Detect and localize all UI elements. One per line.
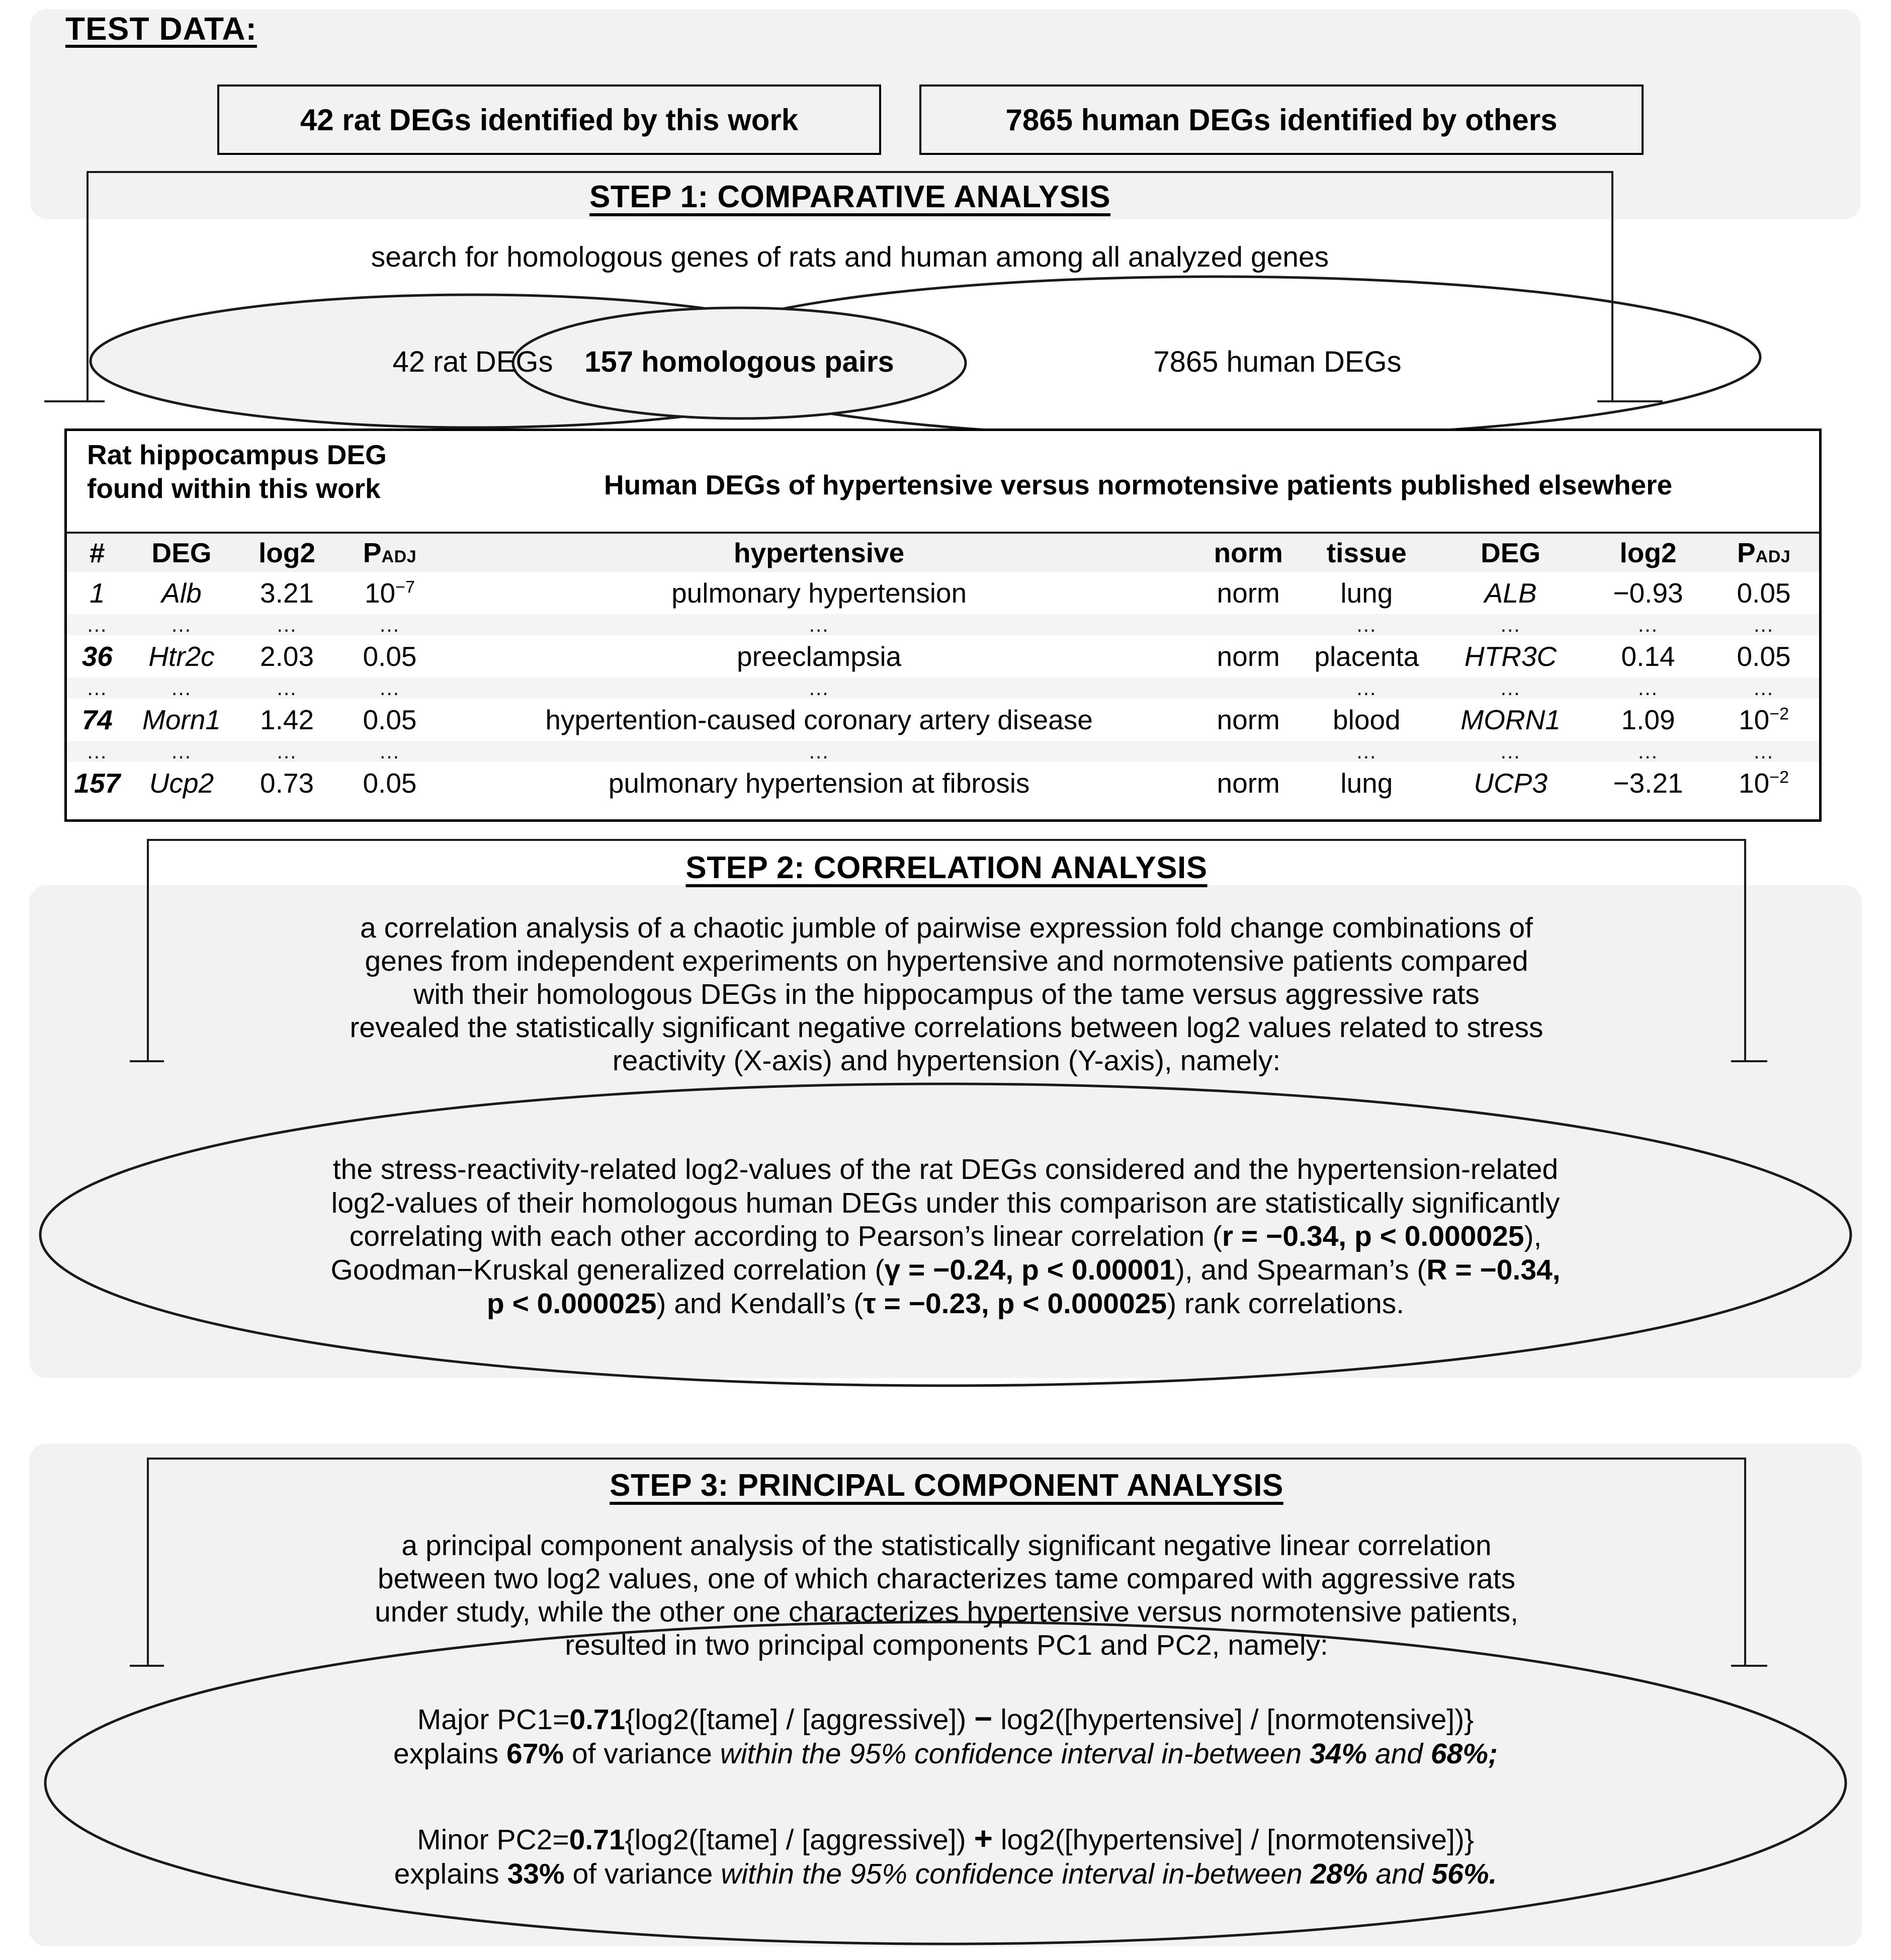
pc1-variance	[141, 1737, 1750, 1771]
col-human-padj	[1708, 533, 1819, 572]
table-row[interactable]	[67, 572, 1819, 614]
spearman-prefix: ), and Spearman’s (	[1175, 1254, 1427, 1287]
pc1-block	[141, 1701, 1750, 1771]
cell-rat-padj: 0.05	[363, 704, 417, 735]
venn-label-human: 7865 human DEGs	[1153, 346, 1402, 378]
pc1-expr-b: log2([hypertensive] / [normotensive])}	[1000, 1703, 1474, 1736]
table-ellipsis-cell: …	[338, 677, 441, 699]
cell-human-deg: ALB	[1484, 577, 1537, 609]
cell-norm: norm	[1217, 577, 1280, 609]
cell-human-padj: $10^{-2}$	[1739, 768, 1789, 799]
col-norm: norm	[1197, 533, 1300, 572]
table-header-left-line1: Rat hippocampus DEG	[87, 439, 387, 470]
step3-description	[147, 1529, 1746, 1662]
pc1-variance-value: 67%	[506, 1738, 564, 1770]
step3-desc-line2: between two log2 values, one of which characterizes tame compared with aggressive rats	[377, 1563, 1516, 1595]
cell-num: 36	[81, 641, 113, 672]
cell-hypertensive: preeclampsia	[737, 641, 902, 672]
table-ellipsis-cell: …	[235, 741, 338, 762]
pc2-ci-high: 56%.	[1431, 1857, 1497, 1890]
col-rat-deg: DEG	[128, 533, 236, 572]
table-ellipsis-cell: …	[235, 614, 338, 635]
pc1-explain-pre: explains	[393, 1738, 507, 1770]
step1-bracket-foot-right	[1597, 400, 1663, 402]
table-ellipsis-cell: …	[441, 614, 1197, 635]
comparative-table	[64, 429, 1822, 822]
cell-rat-deg: Alb	[161, 577, 202, 609]
table-ellipsis-cell: …	[338, 741, 441, 762]
pc1-coefficient: 0.71	[569, 1703, 626, 1736]
cell-human-log2: 0.14	[1621, 641, 1675, 672]
table-ellipsis-cell: …	[1708, 677, 1819, 699]
input-box-rat-degs[interactable]: 42 rat DEGs identified by this work	[217, 84, 881, 155]
deg-table	[67, 532, 1819, 804]
col-human-deg: DEG	[1433, 533, 1588, 572]
step2-result-line3	[141, 1220, 1750, 1253]
pc2-ci-low: 28%	[1310, 1857, 1368, 1890]
table-ellipsis-cell: …	[441, 677, 1197, 699]
pc2-explain-pre: explains	[394, 1857, 507, 1890]
step3-result-ellipse	[45, 1622, 1846, 1944]
step1-bracket-foot-left	[44, 400, 105, 402]
venn-label-rat: 42 rat DEGs	[392, 346, 553, 378]
table-ellipsis-cell: …	[1588, 741, 1708, 762]
step2-desc-line2: genes from independent experiments on hypertensive and normotensive patients compared	[365, 945, 1528, 978]
table-ellipsis-cell: …	[1588, 677, 1708, 699]
kendall-stat: τ = −0.23, p < 0.000025	[863, 1287, 1167, 1320]
table-ellipsis-cell: …	[128, 677, 236, 699]
cell-hypertensive: pulmonary hypertension at fibrosis	[608, 768, 1030, 799]
cell-num: 74	[81, 704, 113, 735]
cell-tissue: placenta	[1314, 641, 1419, 672]
spearman-stat: R = −0.34,	[1426, 1254, 1561, 1287]
col-hypertensive: hypertensive	[441, 533, 1197, 572]
step3-bracket-foot-left	[130, 1665, 164, 1667]
cell-human-log2: 1.09	[1621, 704, 1675, 735]
table-ellipsis-row	[67, 741, 1819, 762]
cell-rat-log2: 0.73	[260, 768, 314, 799]
venn-label-homologous-pairs: 157 homologous pairs	[584, 346, 894, 378]
pc2-variance	[141, 1857, 1750, 1891]
page-title: TEST DATA:	[65, 11, 257, 47]
pearson-stat: r = −0.34, p < 0.000025	[1222, 1220, 1524, 1253]
cell-num: 157	[74, 768, 121, 799]
pc2-explain-mid: of variance	[564, 1857, 721, 1890]
cell-human-padj: 0.05	[1737, 641, 1791, 672]
pc1-ci-pre: within the 95% confidence interval in-between	[720, 1738, 1310, 1770]
step2-description	[147, 911, 1746, 1078]
pc1-operator: −	[974, 1701, 993, 1736]
table-header-left	[87, 438, 469, 505]
col-human-padj-sub: ADJ	[1755, 547, 1791, 566]
table-ellipsis-cell: …	[67, 677, 128, 699]
step2-desc-line5: reactivity (X-axis) and hypertension (Y-axis), namely:	[612, 1045, 1281, 1077]
col-rat-padj	[338, 533, 441, 572]
pc2-formula	[141, 1820, 1750, 1857]
deg-table-body	[67, 572, 1819, 804]
table-ellipsis-cell: …	[128, 741, 236, 762]
step1-title: STEP 1: COMPARATIVE ANALYSIS	[589, 180, 1111, 214]
cell-norm: norm	[1217, 768, 1280, 799]
table-row[interactable]	[67, 762, 1819, 804]
step2-title: STEP 2: CORRELATION ANALYSIS	[685, 850, 1208, 885]
cell-rat-deg: Htr2c	[148, 641, 215, 672]
pc1-explain-mid: of variance	[564, 1738, 720, 1770]
table-ellipsis-cell: …	[1300, 677, 1433, 699]
table-header-right: Human DEGs of hypertensive versus normotensive patients published elsewhere	[604, 469, 1673, 500]
pc1-ci-and: and	[1367, 1738, 1431, 1770]
cell-human-padj: 0.05	[1737, 577, 1791, 609]
pc1-prefix: Major PC1=	[417, 1703, 570, 1736]
cell-rat-deg: Morn1	[142, 704, 221, 735]
pc2-ci-pre: within the 95% confidence interval in-between	[721, 1857, 1311, 1890]
step3-bracket-foot-right	[1731, 1665, 1767, 1667]
table-ellipsis-cell: …	[1433, 677, 1588, 699]
cell-human-padj: $10^{-2}$	[1739, 704, 1789, 735]
cell-human-deg: UCP3	[1474, 768, 1548, 799]
table-ellipsis-cell: …	[67, 741, 128, 762]
cell-rat-deg: Ucp2	[149, 768, 214, 799]
spearman-pvalue: p < 0.000025	[486, 1287, 657, 1320]
step3-desc-line1: a principal component analysis of the statistically significant negative linear correlation	[401, 1529, 1492, 1562]
step2-desc-line3: with their homologous DEGs in the hippocampus of the tame versus aggressive rats	[413, 978, 1480, 1011]
col-rat-padj-sub: ADJ	[381, 547, 417, 566]
pc2-ci-and: and	[1367, 1857, 1432, 1890]
cell-human-log2: −3.21	[1613, 768, 1683, 799]
cell-rat-log2: 2.03	[260, 641, 314, 672]
pc1-formula	[141, 1701, 1750, 1737]
col-num: #	[67, 533, 128, 572]
table-ellipsis-cell: …	[338, 614, 441, 635]
table-column-header-row	[67, 533, 1819, 572]
step2-result-text	[141, 1153, 1750, 1320]
cell-tissue: lung	[1340, 768, 1393, 799]
table-ellipsis-cell	[1197, 614, 1300, 635]
pearson-suffix: ),	[1524, 1220, 1542, 1253]
table-ellipsis-cell: …	[1708, 741, 1819, 762]
table-ellipsis-row	[67, 677, 1819, 699]
step3-desc-line3: under study, while the other one characterizes hypertensive versus normotensive patients,	[375, 1596, 1518, 1629]
col-rat-log2: log2	[235, 533, 338, 572]
step2-result-line4	[141, 1253, 1750, 1287]
step2-result-line2: log2-values of their homologous human DEGs under this comparison are statistically significantly	[331, 1186, 1560, 1219]
table-ellipsis-cell	[1197, 677, 1300, 699]
col-tissue: tissue	[1300, 533, 1433, 572]
cell-human-deg: MORN1	[1460, 704, 1561, 735]
table-ellipsis-cell: …	[235, 677, 338, 699]
kendall-suffix: ) rank correlations.	[1167, 1287, 1405, 1320]
col-rat-padj-p: P	[363, 537, 382, 568]
step2-result-line5	[141, 1287, 1750, 1321]
cell-norm: norm	[1217, 704, 1280, 735]
table-row[interactable]	[67, 635, 1819, 677]
table-header-left-line2: found within this work	[87, 473, 381, 504]
table-ellipsis-cell: …	[1708, 614, 1819, 635]
table-row[interactable]	[67, 699, 1819, 741]
pc2-expr-b: log2([hypertensive] / [normotensive])}	[1000, 1824, 1474, 1856]
pc2-operator: +	[974, 1820, 993, 1856]
step2-desc-line4: revealed the statistically significant negative correlations between log2 values related to stress	[350, 1011, 1543, 1044]
pc2-block	[141, 1820, 1750, 1891]
cell-num: 1	[90, 577, 105, 609]
kendall-prefix: ) and Kendall’s (	[656, 1287, 864, 1320]
pc2-variance-value: 33%	[507, 1857, 565, 1890]
pc1-ci-low: 34%	[1309, 1738, 1367, 1770]
cell-rat-padj: 0.05	[363, 641, 417, 672]
table-ellipsis-cell: …	[1588, 614, 1708, 635]
cell-hypertensive: pulmonary hypertension	[671, 577, 967, 609]
table-ellipsis-cell: …	[441, 741, 1197, 762]
cell-rat-padj: 0.05	[363, 768, 417, 799]
input-box-human-degs[interactable]: 7865 human DEGs identified by others	[919, 84, 1644, 155]
pc1-expr-a: {log2([tame] / [aggressive])	[625, 1703, 967, 1736]
cell-hypertensive: hypertention-caused coronary artery disease	[545, 704, 1093, 735]
goodman-stat: γ = −0.24, p < 0.00001	[884, 1254, 1175, 1287]
cell-rat-log2: 3.21	[260, 577, 314, 609]
cell-norm: norm	[1217, 641, 1280, 672]
cell-human-log2: −0.93	[1613, 577, 1683, 609]
table-ellipsis-cell: …	[1433, 614, 1588, 635]
table-ellipsis-cell: …	[1300, 741, 1433, 762]
pc2-expr-a: {log2([tame] / [aggressive])	[625, 1824, 966, 1856]
pc1-ci-high: 68%;	[1430, 1738, 1498, 1770]
pc2-prefix: Minor PC2=	[417, 1824, 569, 1856]
cell-tissue: lung	[1340, 577, 1393, 609]
table-ellipsis-cell: …	[128, 614, 236, 635]
table-ellipsis-cell	[1197, 741, 1300, 762]
cell-human-deg: HTR3C	[1464, 641, 1557, 672]
table-ellipsis-row	[67, 614, 1819, 635]
col-human-log2: log2	[1588, 533, 1708, 572]
step3-title: STEP 3: PRINCIPAL COMPONENT ANALYSIS	[610, 1468, 1283, 1503]
step2-desc-line1: a correlation analysis of a chaotic jumble of pairwise expression fold change combinations of	[360, 912, 1533, 944]
cell-rat-padj: $10^{-7}$	[364, 577, 415, 609]
pearson-prefix: correlating with each other according to Pearson’s linear correlation (	[349, 1220, 1222, 1253]
cell-rat-log2: 1.42	[260, 704, 314, 735]
table-ellipsis-cell: …	[1300, 614, 1433, 635]
goodman-prefix: Goodman−Kruskal generalized correlation (	[330, 1254, 885, 1287]
table-ellipsis-cell: …	[67, 614, 128, 635]
step3-desc-line4: resulted in two principal components PC1 and PC2, namely:	[565, 1629, 1328, 1662]
cell-tissue: blood	[1333, 704, 1401, 735]
pc2-coefficient: 0.71	[569, 1824, 625, 1856]
step2-result-line1: the stress-reactivity-related log2-values of the rat DEGs considered and the hypertension-related	[332, 1153, 1559, 1185]
table-ellipsis-cell: …	[1433, 741, 1588, 762]
col-human-padj-p: P	[1737, 537, 1756, 568]
step1-description: search for homologous genes of rats and human among all analyzed genes	[371, 241, 1329, 273]
